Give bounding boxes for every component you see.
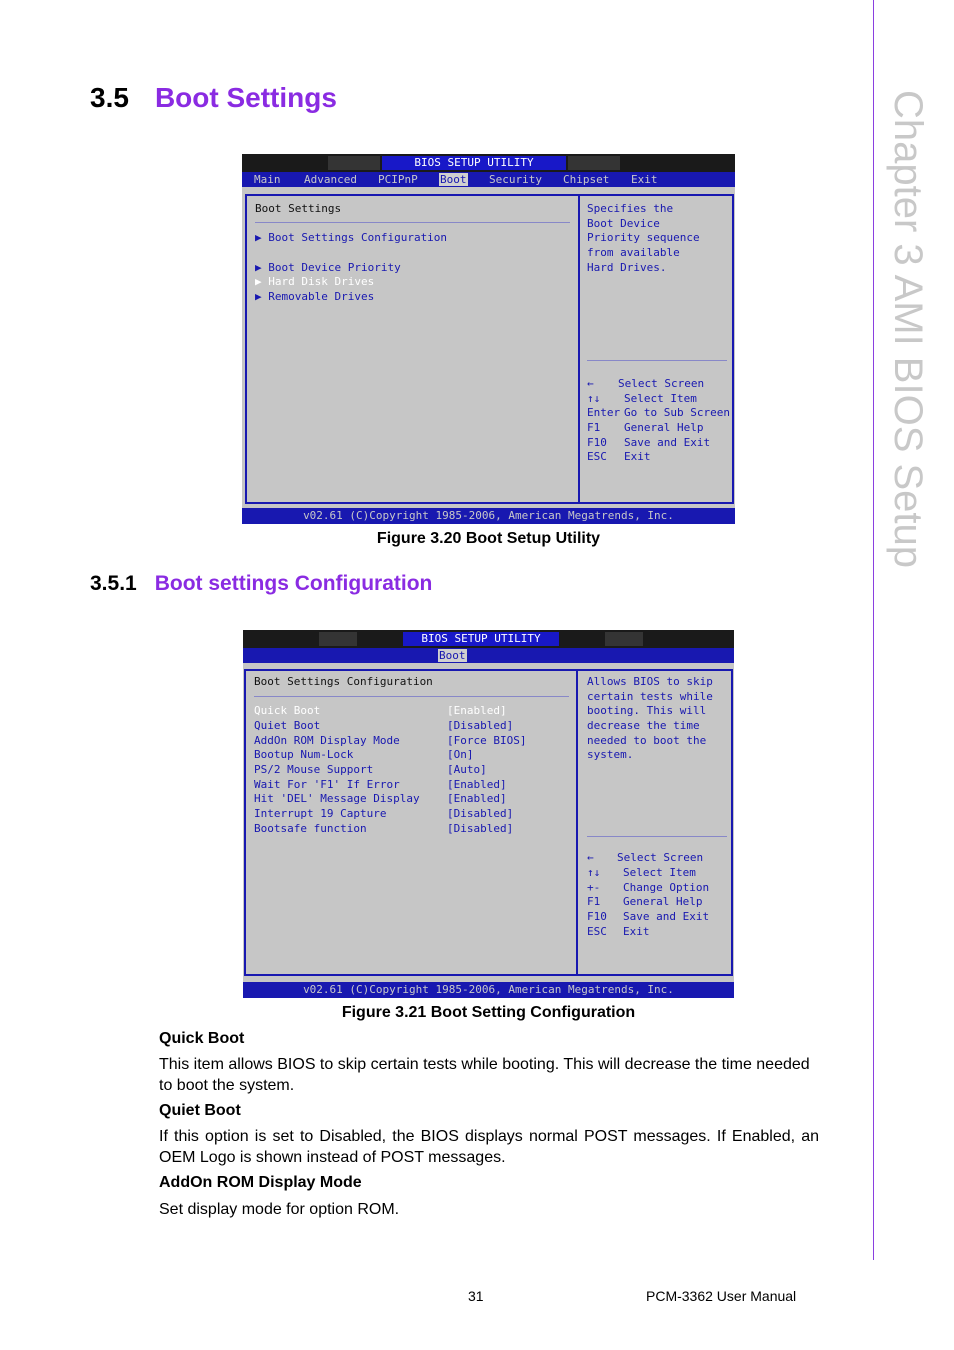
item-hard-disk-drives[interactable]: ▶ Hard Disk Drives <box>255 275 375 288</box>
setting-quick-boot[interactable]: Quick Boot <box>254 704 321 717</box>
help-line: Allows BIOS to skip <box>587 675 713 688</box>
key-desc: Go to Sub Screen <box>624 406 730 419</box>
key-label: F10 <box>587 910 607 923</box>
key-desc: Save and Exit <box>623 910 710 923</box>
menu-boot[interactable]: Boot <box>439 649 466 662</box>
chapter-tab <box>886 90 954 569</box>
manual-title: PCM-3362 User Manual <box>646 1288 797 1304</box>
key-desc: Exit <box>623 925 650 938</box>
setting-wait-for-f1-value[interactable]: [Enabled] <box>447 778 507 791</box>
help-line: system. <box>587 748 634 761</box>
bios-footer: v02.61 (C)Copyright 1985-2006, American Megatrends, Inc. <box>242 508 735 524</box>
subsection-heading <box>90 572 432 596</box>
section-title: Boot Settings <box>154 82 337 113</box>
setting-hit-del-message-value[interactable]: [Enabled] <box>447 792 507 805</box>
key-label: +- <box>587 881 601 894</box>
bios-title: BIOS SETUP UTILITY <box>403 632 559 646</box>
setting-addon-rom-display-mode[interactable]: AddOn ROM Display Mode <box>254 734 400 747</box>
setting-bootup-num-lock-value[interactable]: [On] <box>447 748 474 761</box>
help-line: booting. This will <box>587 704 707 717</box>
setting-quick-boot-value[interactable]: [Enabled] <box>447 704 507 717</box>
subsection-number: 3.5.1 <box>90 572 137 595</box>
setting-ps2-mouse-support[interactable]: PS/2 Mouse Support <box>254 763 374 776</box>
help-line: Hard Drives. <box>587 261 667 274</box>
figure-caption: Figure 3.20 Boot Setup Utility <box>376 530 601 547</box>
bios-titlebar <box>242 154 735 172</box>
bios-titlebar <box>243 630 734 648</box>
bios-panel-divider <box>576 669 578 976</box>
help-line: decrease the time <box>587 719 700 732</box>
key-desc: General Help <box>623 895 703 908</box>
menu-security[interactable]: Security <box>489 173 542 186</box>
key-label: ← <box>587 851 594 864</box>
key-desc: Change Option <box>623 881 710 894</box>
setting-bootsafe-function[interactable]: Bootsafe function <box>254 822 367 835</box>
setting-interrupt-19-capture[interactable]: Interrupt 19 Capture <box>254 807 387 820</box>
bios-title: BIOS SETUP UTILITY <box>382 156 566 170</box>
bios-menubar <box>243 648 734 663</box>
menu-pcipnp[interactable]: PCIPnP <box>378 173 418 186</box>
setting-ps2-mouse-support-value[interactable]: [Auto] <box>447 763 487 776</box>
item-boot-settings-configuration[interactable]: ▶ Boot Settings Configuration <box>255 231 448 244</box>
bios-screen-boot <box>242 154 735 524</box>
setting-hit-del-message[interactable]: Hit 'DEL' Message Display <box>254 792 420 805</box>
quick-boot-text: This item allows BIOS to skip certain tests while booting. This will decrease the time needed to boot the system. <box>159 1056 810 1094</box>
setting-wait-for-f1[interactable]: Wait For 'F1' If Error <box>254 778 400 791</box>
key-desc: Save and Exit <box>624 436 711 449</box>
key-label: ESC <box>587 925 607 938</box>
bios-panel-divider <box>578 194 580 504</box>
side-rule <box>873 0 874 1260</box>
quick-boot-heading: Quick Boot <box>159 1030 245 1047</box>
key-desc: Select Item <box>624 392 697 405</box>
page-number: 31 <box>468 1288 484 1304</box>
key-label: ← <box>587 377 594 390</box>
key-desc: Select Screen <box>617 851 704 864</box>
panel-title: Boot Settings Configuration <box>254 675 433 688</box>
quiet-boot-heading: Quiet Boot <box>159 1102 241 1119</box>
panel-title: Boot Settings <box>255 202 342 215</box>
figure-caption: Figure 3.21 Boot Setting Configuration <box>341 1004 636 1021</box>
help-line: certain tests while <box>587 690 713 703</box>
setting-addon-rom-display-mode-value[interactable]: [Force BIOS] <box>447 734 527 747</box>
setting-quiet-boot[interactable]: Quiet Boot <box>254 719 321 732</box>
key-label: F1 <box>587 895 601 908</box>
key-label: F1 <box>587 421 601 434</box>
help-line: Specifies the <box>587 202 674 215</box>
setting-bootsafe-function-value[interactable]: [Disabled] <box>447 822 514 835</box>
bios-footer: v02.61 (C)Copyright 1985-2006, American Megatrends, Inc. <box>243 982 734 998</box>
setting-quiet-boot-value[interactable]: [Disabled] <box>447 719 514 732</box>
help-line: needed to boot the <box>587 734 707 747</box>
subsection-title: Boot settings Configuration <box>154 572 433 595</box>
key-label: ↑↓ <box>587 392 601 405</box>
item-boot-device-priority[interactable]: ▶ Boot Device Priority <box>255 261 401 274</box>
key-label: ↑↓ <box>587 866 601 879</box>
help-line: Priority sequence <box>587 231 700 244</box>
menu-exit[interactable]: Exit <box>631 173 658 186</box>
addon-rom-text: Set display mode for option ROM. <box>159 1201 400 1218</box>
section-number: 3.5 <box>90 82 129 113</box>
help-line: from available <box>587 246 680 259</box>
setting-interrupt-19-capture-value[interactable]: [Disabled] <box>447 807 514 820</box>
bios-screen-boot-settings-configuration <box>243 630 734 998</box>
key-label: ESC <box>587 450 607 463</box>
help-line: Boot Device <box>587 217 660 230</box>
key-desc: Select Item <box>623 866 696 879</box>
menu-chipset[interactable]: Chipset <box>563 173 610 186</box>
key-desc: General Help <box>624 421 704 434</box>
menu-boot[interactable]: Boot <box>440 173 467 186</box>
menu-main[interactable]: Main <box>254 173 281 186</box>
key-label: Enter <box>587 406 621 419</box>
quiet-boot-text: If this option is set to Disabled, the BIOS displays normal POST messages. If Enabled, an OEM Logo is shown instead of POST messages. <box>159 1128 819 1166</box>
key-desc: Select Screen <box>618 377 705 390</box>
item-removable-drives[interactable]: ▶ Removable Drives <box>255 290 375 303</box>
key-label: F10 <box>587 436 607 449</box>
section-heading <box>90 82 337 114</box>
menu-advanced[interactable]: Advanced <box>304 173 357 186</box>
setting-bootup-num-lock[interactable]: Bootup Num-Lock <box>254 748 354 761</box>
addon-rom-heading: AddOn ROM Display Mode <box>159 1174 362 1191</box>
chapter-tab-label: Chapter 3 AMI BIOS Setup <box>886 90 930 569</box>
key-desc: Exit <box>624 450 651 463</box>
bios-menubar <box>242 172 735 187</box>
